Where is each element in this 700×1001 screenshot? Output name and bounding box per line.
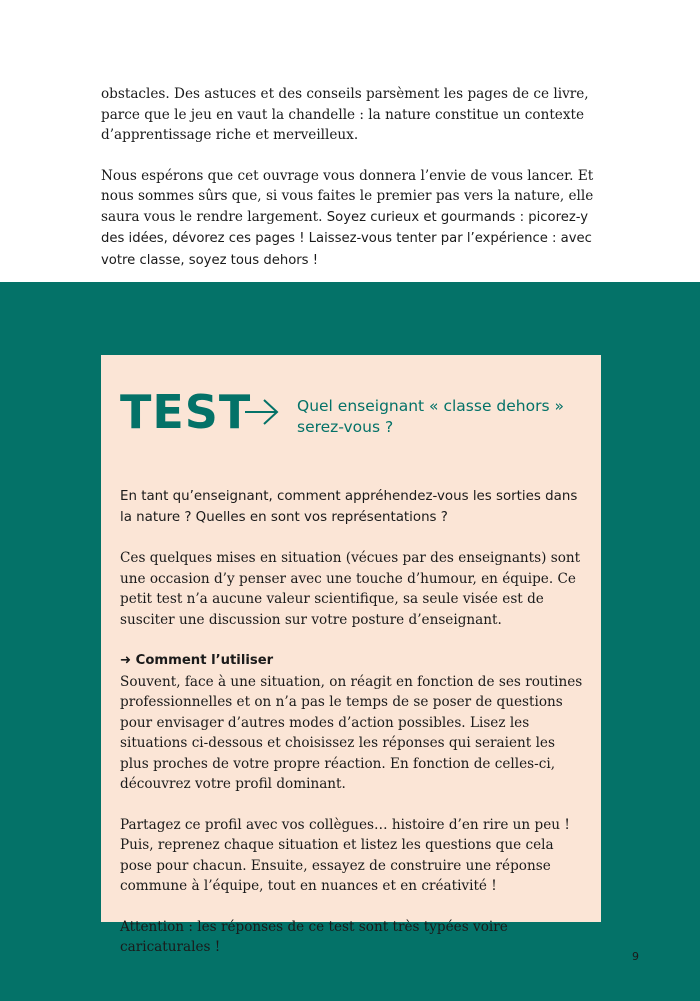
- usage-heading: ➜ Comment l’utiliser: [120, 653, 274, 668]
- test-paragraph-3: Partagez ce profil avec vos collègues… histoire d’en rire un peu ! Puis, reprenez chaque situation et listez les questions que cela pose pour chacun. Ensuite, essayez de construire une réponse commune à l’équipe, tout en nuances et en créativité !: [120, 816, 570, 894]
- test-subtitle: Quel enseignant « classe dehors » serez-vous ?: [297, 397, 564, 436]
- test-card-body: [120, 487, 584, 978]
- intro-text: [101, 84, 603, 291]
- test-title: TEST: [120, 385, 252, 439]
- usage-text: Souvent, face à une situation, on réagit en fonction de ses routines professionnelles et on n’a pas le temps de se poser de questions pour envisager d’autres modes d’action possibles. Lisez les situations ci-dessous et choisissez les réponses qui seraient les plus proches de votre propre réaction. En fonction de celles-ci, découvrez votre profil dominant.: [120, 673, 583, 792]
- test-paragraph-1: Ces quelques mises en situation (vécues par des enseignants) sont une occasion d’y penser avec une touche d’humour, en équipe. Ce petit test n’a aucune valeur scientifique, sa seule visée est de susciter une discussion sur votre posture d’enseignant.: [120, 550, 581, 628]
- test-paragraph-4: Attention : les réponses de ce test sont très typées voire caricaturales !: [120, 918, 508, 955]
- intro-paragraph-2a: Nous espérons que cet ouvrage vous donnera l’envie de vous lancer. Et nous sommes sûrs que, si vous faites le premier pas vers la nature, elle saura vous le rendre largement.: [101, 167, 594, 225]
- intro-paragraph-1: obstacles. Des astuces et des conseils parsèment les pages de ce livre, parce que le jeu en vaut la chandelle : la nature constitue un contexte d’apprentissage riche et merveilleux.: [101, 86, 589, 143]
- usage-section: [120, 650, 584, 795]
- arrow-right-icon: [244, 397, 280, 427]
- intro-paragraph-2: [101, 166, 603, 272]
- page-number: 9: [632, 950, 639, 963]
- test-lead: En tant qu’enseignant, comment appréhendez-vous les sorties dans la nature ? Quelles en sont vos représentations ?: [120, 489, 578, 525]
- intro-paragraph-2b: Soyez curieux et gourmands : picorez-y des idées, dévorez ces pages ! Laissez-vous tenter par l’expérience : avec votre classe, soyez tous dehors !: [101, 209, 592, 268]
